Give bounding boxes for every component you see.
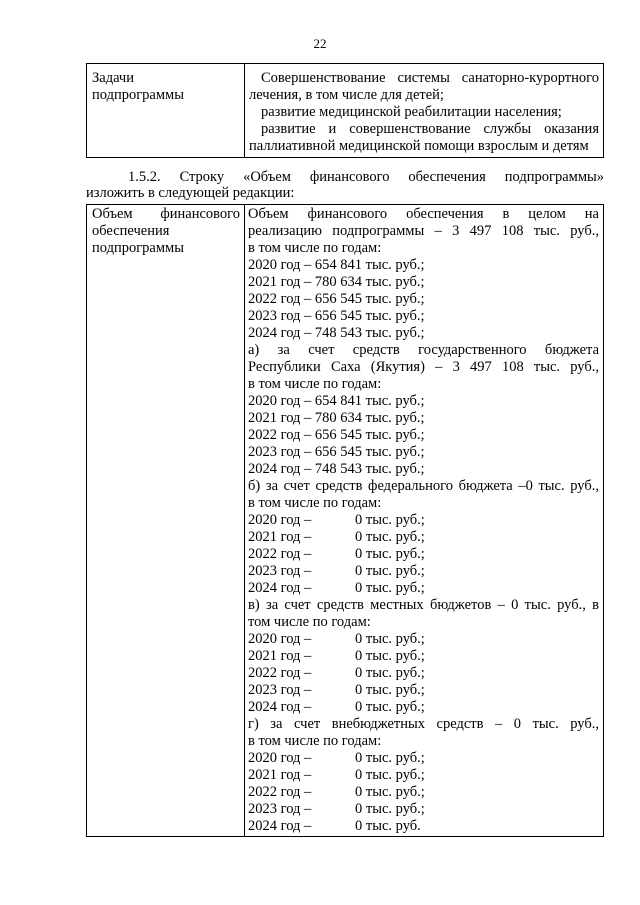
federal-year-row <box>248 580 599 597</box>
funding-label-line: подпрограммы <box>92 240 184 256</box>
extrabudget-line: в том числе по годам: <box>248 733 382 749</box>
local-budget-line: том числе по годам: <box>248 614 371 630</box>
funding-label-line: обеспечения <box>92 223 170 239</box>
year-label: 2024 год – <box>248 699 312 715</box>
tasks-content-line: Совершенствование системы санаторно-курортного <box>261 70 599 86</box>
year-label: 2022 год – <box>248 784 312 800</box>
total-year-line: 2024 год – 748 543 тыс. руб.; <box>248 325 425 341</box>
funding-content-cell <box>245 205 604 837</box>
year-amount: 0 тыс. руб.; <box>355 631 425 647</box>
extrabudget-year-row <box>248 801 599 818</box>
year-amount: 0 тыс. руб.; <box>355 648 425 664</box>
tasks-label-cell <box>87 64 245 158</box>
extrabudget-year-row <box>248 784 599 801</box>
tasks-content-line: развитие и совершенствование службы оказания <box>261 121 599 137</box>
federal-year-row <box>248 512 599 529</box>
year-label: 2020 год – <box>248 512 312 528</box>
state-budget-line: а) за счет средств государственного бюджета <box>248 342 599 358</box>
year-label: 2020 год – <box>248 750 312 766</box>
state-year-line: 2024 год – 748 543 тыс. руб.; <box>248 461 425 477</box>
local-year-row <box>248 665 599 682</box>
year-amount: 0 тыс. руб.; <box>355 512 425 528</box>
extrabudget-year-row <box>248 767 599 784</box>
page-number: 22 <box>313 36 327 51</box>
federal-year-row <box>248 546 599 563</box>
year-label: 2021 год – <box>248 648 312 664</box>
federal-budget-line: в том числе по годам: <box>248 495 382 511</box>
year-label: 2022 год – <box>248 665 312 681</box>
year-label: 2024 год – <box>248 818 312 834</box>
federal-budget-line: б) за счет средств федерального бюджета –0 тыс. руб., <box>248 478 599 494</box>
year-amount: 0 тыс. руб.; <box>355 563 425 579</box>
tasks-table <box>86 63 604 158</box>
year-label: 2023 год – <box>248 563 312 579</box>
year-amount: 0 тыс. руб.; <box>355 546 425 562</box>
year-amount: 0 тыс. руб.; <box>355 699 425 715</box>
tasks-label-line: Задачи <box>92 70 134 86</box>
year-amount: 0 тыс. руб.; <box>355 580 425 596</box>
year-amount: 0 тыс. руб.; <box>355 529 425 545</box>
instruction-line-1: 1.5.2. Строку «Объем финансового обеспечения подпрограммы» <box>128 169 604 185</box>
federal-year-row <box>248 563 599 580</box>
federal-year-row <box>248 529 599 546</box>
tasks-row <box>87 64 604 158</box>
year-label: 2022 год – <box>248 546 312 562</box>
local-year-row <box>248 699 599 716</box>
year-amount: 0 тыс. руб.; <box>355 801 425 817</box>
year-amount: 0 тыс. руб.; <box>355 784 425 800</box>
funding-row <box>87 205 604 837</box>
tasks-label-line: подпрограммы <box>92 87 184 103</box>
total-line: Объем финансового обеспечения в целом на <box>248 206 599 222</box>
total-line: в том числе по годам: <box>248 240 382 256</box>
year-amount: 0 тыс. руб.; <box>355 767 425 783</box>
total-year-line: 2020 год – 654 841 тыс. руб.; <box>248 257 425 273</box>
state-year-line: 2023 год – 656 545 тыс. руб.; <box>248 444 425 460</box>
funding-label-cell <box>87 205 245 837</box>
year-amount: 0 тыс. руб.; <box>355 665 425 681</box>
year-amount: 0 тыс. руб. <box>355 818 421 834</box>
year-label: 2021 год – <box>248 767 312 783</box>
total-line: реализацию подпрограммы – 3 497 108 тыс. руб., <box>248 223 599 239</box>
local-year-row <box>248 631 599 648</box>
state-budget-line: в том числе по годам: <box>248 376 382 392</box>
extrabudget-line: г) за счет внебюджетных средств – 0 тыс. руб., <box>248 716 599 732</box>
tasks-content-line: развитие медицинской реабилитации населения; <box>261 104 562 120</box>
state-year-line: 2022 год – 656 545 тыс. руб.; <box>248 427 425 443</box>
local-budget-line: в) за счет средств местных бюджетов – 0 тыс. руб., в <box>248 597 599 613</box>
state-budget-line: Республики Саха (Якутия) – 3 497 108 тыс. руб., <box>248 359 599 375</box>
tasks-content-cell <box>245 64 604 158</box>
tasks-content-line: лечения, в том числе для детей; <box>249 87 444 103</box>
year-amount: 0 тыс. руб.; <box>355 682 425 698</box>
year-label: 2021 год – <box>248 529 312 545</box>
state-year-line: 2021 год – 780 634 тыс. руб.; <box>248 410 425 426</box>
total-year-line: 2023 год – 656 545 тыс. руб.; <box>248 308 425 324</box>
instruction-line-2: изложить в следующей редакции: <box>86 185 295 201</box>
year-label: 2020 год – <box>248 631 312 647</box>
local-year-row <box>248 682 599 699</box>
funding-table <box>86 204 604 837</box>
year-label: 2024 год – <box>248 580 312 596</box>
extrabudget-year-row <box>248 818 599 835</box>
year-label: 2023 год – <box>248 801 312 817</box>
local-year-row <box>248 648 599 665</box>
state-year-line: 2020 год – 654 841 тыс. руб.; <box>248 393 425 409</box>
tasks-content-line: паллиативной медицинской помощи взрослым и детям <box>249 138 589 154</box>
year-amount: 0 тыс. руб.; <box>355 750 425 766</box>
extrabudget-year-row <box>248 750 599 767</box>
year-label: 2023 год – <box>248 682 312 698</box>
funding-label-line: Объем финансового <box>92 206 240 222</box>
total-year-line: 2022 год – 656 545 тыс. руб.; <box>248 291 425 307</box>
total-year-line: 2021 год – 780 634 тыс. руб.; <box>248 274 425 290</box>
